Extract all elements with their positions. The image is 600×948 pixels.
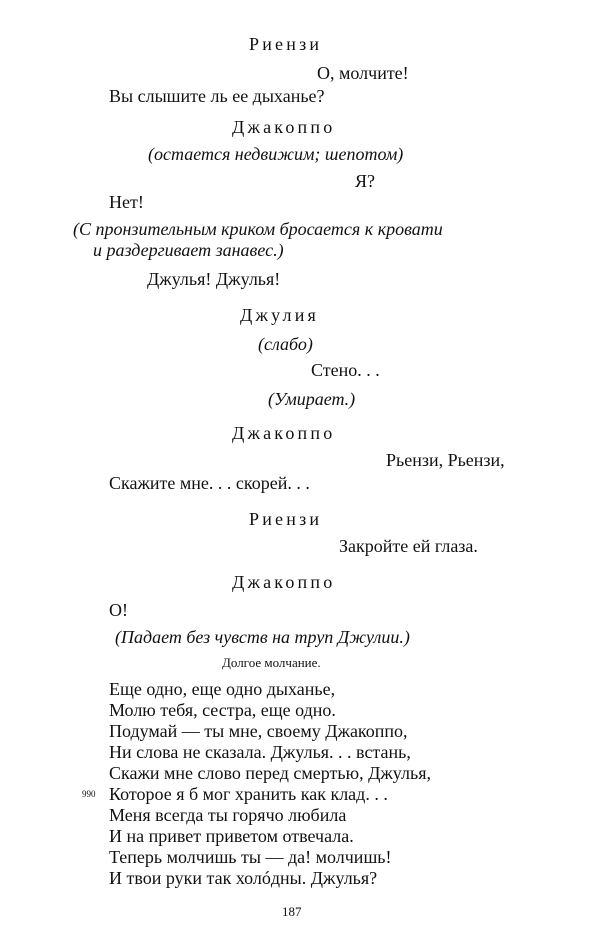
verse-line: Меня всегда ты горячо любила — [109, 805, 347, 825]
line-jacoppo-5: Скажите мне. . . скорей. . . — [109, 473, 310, 493]
verse-line: Еще одно, еще одно дыханье, — [109, 679, 336, 699]
speaker-rienzi: Риензи — [249, 509, 323, 529]
line-julia-1: Стено. . . — [311, 360, 380, 380]
verse-line: Ни слова не сказала. Джулья. . . встань, — [109, 742, 411, 762]
stage-direction: (слабо) — [258, 334, 313, 354]
line-rienzi-2: Вы слышите ль ее дыханье? — [109, 86, 325, 106]
line-jacoppo-2: Нет! — [109, 192, 144, 212]
verse-line: Которое я б мог хранить как клад. . . — [109, 784, 388, 804]
line-rienzi-3: Закройте ей глаза. — [339, 536, 478, 556]
line-jacoppo-4: Рьензи, Рьензи, — [386, 450, 505, 470]
speaker-jacoppo: Джакоппо — [232, 423, 336, 443]
speaker-julia: Джулия — [240, 305, 320, 325]
line-rienzi-1: О, молчите! — [317, 63, 409, 83]
verse-line: Теперь молчишь ты — да! молчишь! — [109, 847, 392, 867]
speaker-jacoppo: Джакоппо — [232, 117, 336, 137]
page-number: 187 — [282, 904, 302, 919]
line-jacoppo-3: Джулья! Джулья! — [147, 269, 281, 289]
line-jacoppo-6: О! — [109, 600, 128, 620]
stage-note: Долгое молчание. — [222, 655, 321, 670]
line-jacoppo-1: Я? — [355, 171, 375, 191]
stage-direction: (Умирает.) — [268, 389, 356, 409]
speaker-rienzi: Риензи — [249, 34, 323, 54]
verse-line: Скажи мне слово перед смертью, Джулья, — [109, 763, 431, 783]
line-number: 990 — [82, 789, 96, 799]
stage-direction: (С пронзительным криком бросается к кровати — [73, 219, 443, 239]
verse-line: И твои руки так холóдны. Джулья? — [109, 868, 378, 888]
verse-line: Подумай — ты мне, своему Джакоппо, — [109, 721, 408, 741]
stage-direction: (остается недвижим; шепотом) — [148, 144, 404, 164]
verse-line: И на привет приветом отвечала. — [109, 826, 354, 846]
verse-line: Молю тебя, сестра, еще одно. — [109, 700, 336, 720]
stage-direction: и раздергивает занавес.) — [93, 240, 284, 260]
speaker-jacoppo: Джакоппо — [232, 572, 336, 592]
stage-direction: (Падает без чувств на труп Джулии.) — [115, 627, 410, 647]
